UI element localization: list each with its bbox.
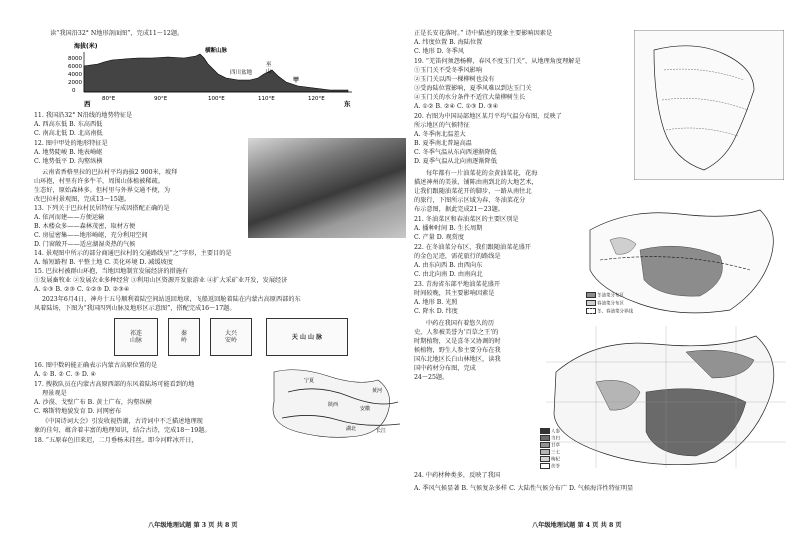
label-sichuan: 四川盆地 bbox=[230, 70, 253, 76]
q16: 16. 图中数码能正确表示内蒙古高原位置的是 bbox=[34, 362, 158, 369]
profile-intro: 读“我国沿32° N地形剖面图”，完成11～12题。 bbox=[50, 30, 184, 37]
q18: 18. “五原春色旧来迟，二月垂杨未挂丝。即今河畔冰开日， bbox=[34, 437, 198, 444]
herb-distribution-map bbox=[536, 322, 792, 472]
village-landscape-photo bbox=[248, 138, 406, 238]
q13: 13. 下列关于巴拉村民居特征与成因搭配正确的是 bbox=[34, 205, 170, 212]
svg-text:100°E: 100°E bbox=[208, 96, 225, 102]
right-page: 正是长安花落时。” 诗中描述的现象主要影响因素是 A. 纬度位置 B. 海陆位置 C. 地形 D. 冬季风 19. “羌笛何须怨杨柳，春风不度玉门关”，从地理角度理解是 ①玉门关不受冬季风影响 ②玉门关以西一棵柳树也没有 ③受海陆位置影响，夏季风难以到达玉门关 ④玉门关的水分条件不适宜大量柳树生长 A. ①② B. ②④ C. ①③ D. ③④ 20. 右图为中国局部地区某月平均气温分布图，反映了 所示地区的气候特征 A. 冬季南北温差大 B. 夏季南北普遍高温 C. 冬季气温从东向西递渐降低 D. 夏季气温从北向南逐渐降低 每年都有一片油菜花的金黄油菜花，花海 描述神州的美景，铺陈由南到北的大地艺术， 让我们跟随油菜花开的脚步，一路从南往北 的旅行，下图所示区域为春、冬油菜花分 布示意图，据此完成21～23题。 21. 冬油菜区和春油菜区的主要区别是 A. 播种时间 B. 生长周期 C. 产量 D. 观赏度 22. 在冬油菜分布区，我们跟随油菜花盛开 的金色足迹，需花旅行的路线是 A. 由东向西 B. 由西向东 C. 由北向南 D. 由南向北 23. 青海省东部平地油菜花盛开 时间较晚，其主要影响因素是 A. 地形 B. 光照 C. 降水 D. 纬度 冬油菜分布区 春油菜分布区 冬、春油菜分界线 中药在我国有着悠久的历 史，人参被美誉为‘百草之王’的 时期植物，又是喜冬又协调的时 候植物，野生人参主要分布在我 国东北地区长白山林地区，读我 国中药材分布图，完成 24～25题。 人参 当归 甘草 三七 枸杞 茯苓 24. 中药材种类多，反映了我国 A. 季风气候显著 B. 气候复杂多样 C. 大陆性气候分布广 D. 气候海洋性特征明显 八年级地理试题 第 4 页 共 8 页 bbox=[412, 0, 792, 550]
label-jia: 甲 bbox=[293, 77, 300, 84]
q22: 22. 在冬油菜分布区，我们跟随油菜花盛开 bbox=[414, 244, 531, 251]
svg-text:4000: 4000 bbox=[68, 72, 82, 78]
svg-text:120°E: 120°E bbox=[308, 96, 325, 102]
map-label-shaanxi: 陕西 bbox=[328, 402, 339, 408]
svg-text:6000: 6000 bbox=[68, 64, 82, 70]
label-hengduan: 横断山脉 bbox=[205, 48, 228, 54]
legend-herb-5: 枸杞 bbox=[540, 456, 560, 463]
svg-text:8000: 8000 bbox=[68, 56, 82, 62]
mountain-box-3: 大兴 安岭 bbox=[210, 318, 252, 356]
legend-herb-3: 甘草 bbox=[540, 442, 560, 449]
map-label-hubei: 湖北 bbox=[346, 426, 357, 432]
q17: 17. 搜救队员在内蒙古高原西部的东风着陆场可能看到的地 bbox=[34, 381, 195, 388]
legend-boundary: 冬、春油菜分界线 bbox=[586, 308, 633, 315]
q19: 19. “羌笛何须怨杨柳，春风不度玉门关”，从地理角度理解是 bbox=[414, 58, 581, 65]
legend-herb-2: 当归 bbox=[540, 435, 560, 442]
left-page: 读“我国沿32° N地形剖面图”，完成11～12题。 海拔(米) 8000 6000 4000 2000 0 横断山脉 四川盆地 巫 山 甲 80°E 90°E 100°E 110°E 120°E 西 东 11. 我国沿32° N沿线的地势特征是 A. 西高东低 B. 东高西低 C. 南高北低 D. 北高南低 12. 图中甲处的地形特征是 A. 地势陡峻 B. 地表崎岖 C. 地势低平 D. 沟壑纵横 云南省香格里拉的巴拉村平均海拔2 900米，坡拜 山环抱，村里有许多牛羊，周围山体植被稀疏。 生态好，原始森林多。但村里与外界交通不便，为 改巴拉村景观图，完成13～15题。 13. 下列关于巴拉村民居特征与成因搭配正确的是 A. 依河而建——方便运输 B. 木楼众多——森林茂密，取材方便 C. 房屋密集——地形崎岖，充分利用空间 D. 门窗敞开——适应湖湿炎热的气候 14. 景观图中所示的部分商通巴拉村的交通路线呈“之”字形，主要目的是 A. 缩短路程 B. 平整土地 C. 美化环境 D. 减缓坡度 15. 巴拉村被群山环抱，当地因地制宜发展经济的措施有 ①发展畜牧业 ②发展农业多种经营 ③利用山区资源开发旅游业 ④扩大采矿业开发，发展经济 A. ①③ B. ②③ C. ①②③ D. ②③④ 2023年6月4日，神舟十五号顺利着陆空间站返回地球，飞船返回舱着陆在内蒙古高原西部的东 风着陆场，下图为“我国四列山脉及地形区示意图”，搭配完成16～17题。 祁连 山脉 秦 岭 大兴 安岭 天 山 山 脉 16. 图中数码能正确表示内蒙古高原位置的是 A. ① B. ② C. ③ D. ④ 17. 搜救队员在内蒙古高原西部的东风着陆场可能看到的地 理景观是 A. 沙漠、戈壁广布 B. 黄土广布，沟壑纵横 C. 喀斯特地貌发育 D. 河网密布 宁夏 陕西 安徽 湖北 黄河 长江 《中国诗词大会》引发收视热潮，古诗词中不乏描述地理现 象的佳句，蕴含着丰富的地理知识，结合古诗，完成18～19题。 18. “五原春色旧来迟，二月垂杨未挂丝。即今河畔冰开日， 八年级地理试题 第 3 页 共 8 页 bbox=[28, 0, 408, 550]
legend-herb-4: 三七 bbox=[540, 449, 560, 456]
map-label-huanghe: 黄河 bbox=[372, 388, 383, 394]
mountain-box-4: 天 山 山 脉 bbox=[266, 318, 348, 356]
label-east: 东 bbox=[344, 100, 351, 108]
temperature-map bbox=[634, 30, 784, 180]
q24: 24. 中药材种类多，反映了我国 bbox=[414, 472, 501, 479]
q12: 12. 图中甲处的地形特征是 bbox=[34, 140, 108, 147]
q23: 23. 青海省东部平地油菜花盛开 bbox=[414, 281, 501, 288]
terrain-profile-chart bbox=[68, 40, 358, 108]
map-label-changjiang: 长江 bbox=[376, 428, 387, 434]
mountain-box-2: 秦 岭 bbox=[168, 318, 200, 356]
svg-text:山: 山 bbox=[266, 69, 272, 75]
svg-text:0: 0 bbox=[72, 88, 76, 94]
legend-herb-1: 人参 bbox=[540, 428, 560, 435]
svg-text:110°E: 110°E bbox=[258, 96, 275, 102]
legend-spring-rapeseed: 春油菜分布区 bbox=[586, 300, 624, 307]
svg-text:2000: 2000 bbox=[68, 80, 82, 86]
q20: 20. 右图为中国局部地区某月平均气温分布图，反映了 bbox=[414, 113, 562, 120]
map-label-anhui: 安徽 bbox=[360, 406, 371, 412]
legend-winter-rapeseed: 冬油菜分布区 bbox=[586, 292, 624, 299]
svg-text:90°E: 90°E bbox=[154, 96, 168, 102]
q11: 11. 我国沿32° N沿线的地势特征是 bbox=[34, 112, 133, 119]
left-footer: 八年级地理试题 第 3 页 共 8 页 bbox=[148, 522, 238, 529]
right-footer: 八年级地理试题 第 4 页 共 8 页 bbox=[532, 522, 622, 529]
regional-map bbox=[268, 362, 408, 442]
svg-text:80°E: 80°E bbox=[102, 96, 116, 102]
label-west: 西 bbox=[84, 100, 91, 108]
map-label-ningxia: 宁夏 bbox=[304, 378, 315, 384]
label-wu: 巫 bbox=[266, 62, 272, 68]
q15: 15. 巴拉村被群山环抱，当地因地制宜发展经济的措施有 bbox=[34, 268, 189, 275]
q21: 21. 冬油菜区和春油菜区的主要区别是 bbox=[414, 216, 519, 223]
mountain-box-1: 祁连 山脉 bbox=[114, 318, 158, 356]
legend-herb-6: 茯苓 bbox=[540, 463, 560, 470]
q14: 14. 景观图中所示的部分商通巴拉村的交通路线呈“之”字形，主要目的是 bbox=[34, 250, 232, 257]
profile-ylabel: 海拔(米) bbox=[74, 43, 98, 50]
